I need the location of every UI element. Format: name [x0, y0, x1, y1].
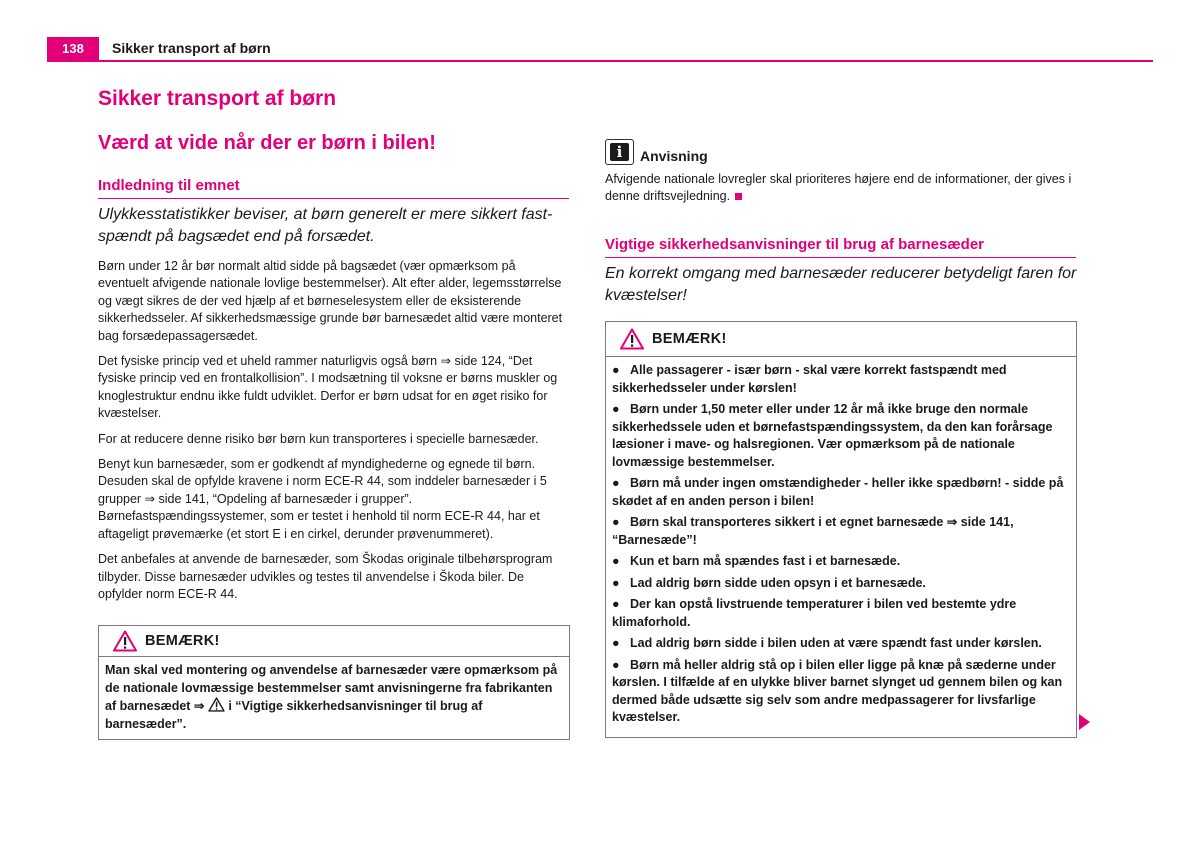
bullet-icon: ●: [612, 476, 620, 490]
intro-lead: Ulykkesstatistikker beviser, at børn generelt er mere sikkert fast-spændt på bagsædet end på forsædet.: [98, 206, 553, 245]
intro-paragraph: Det anbefales at anvende de barnesæder, som Škodas originale tilbehørsprogram tilbyder. Disse barnesæder udvikles og testes til anvendelse i Škoda biler. De opfylder norm ECE-R 44.: [98, 552, 553, 601]
intro-paragraph: Børn under 12 år bør normalt altid sidde på bagsædet (vær opmærksom på eventuelt afvigende nationale lovlige bestemmelser). Alt efter alder, legemsstørrelse og vægt sikres de der ved hjælp af et børneselesystem eller de eksisterende sikkerhedsseler. Af sikkerhedsmæssige grunde bør barnesædet altid være monteret bag forsædepassagersædet.: [98, 259, 563, 343]
header-divider: [47, 60, 1153, 62]
continue-arrow-icon: [1079, 714, 1090, 730]
warning-item: [612, 596, 1070, 631]
intro-body: [98, 258, 568, 611]
warning-body: [606, 357, 1076, 737]
warning-item-text: Der kan opstå livstruende temperaturer i bilen ved bestemte ydre klimaforhold.: [612, 597, 1017, 629]
warning-item-text: Børn må under ingen omstændigheder - heller ikke spædbørn! - sidde på skødet af en anden person i bilen!: [612, 476, 1064, 508]
warning-item-text: Børn under 1,50 meter eller under 12 år må ikke bruge den normale sikkerhedssele uden et børnefastspændingssystem, da den kan forårsage læsioner i mave- og halsregionen. Vær opmærksom på de nationale lovmæssige bestemmelser.: [612, 402, 1053, 469]
safety-lead: En korrekt omgang med barnesæder reducerer betydeligt faren for kvæstelser!: [605, 265, 1077, 304]
note-text: [605, 171, 1075, 206]
warning-header: [606, 322, 1076, 357]
bullet-icon: ●: [612, 657, 620, 672]
warning-item-text: Lad aldrig børn sidde i bilen uden at være spændt fast under kørslen.: [630, 636, 1042, 650]
warning-item: [612, 553, 1070, 571]
warning-text: Man skal ved montering og anvendelse af barnesæder være opmærksom på de nationale lovmæssige bestemmelser samt anvisningerne fra fabrikanten af barnesædet ⇒: [105, 663, 558, 713]
warning-label: BEMÆRK!: [652, 331, 727, 347]
warning-header: [99, 626, 569, 657]
warning-triangle-icon: [113, 630, 137, 652]
warning-item-text: Børn skal transporteres sikkert i et egnet barnesæde ⇒ side 141, “Barnesæde”!: [612, 515, 1014, 547]
warning-box-right: [605, 321, 1077, 738]
warning-item: [612, 575, 1070, 593]
warning-item: [612, 657, 1070, 727]
warning-item-text: Lad aldrig børn sidde uden opsyn i et barnesæde.: [630, 575, 926, 590]
warning-triangle-icon: [208, 697, 225, 712]
warning-item: [612, 362, 1070, 397]
warning-item: [612, 475, 1070, 510]
info-icon: i: [605, 139, 634, 165]
bullet-icon: ●: [612, 402, 620, 416]
warning-item-text: Børn må heller aldrig stå op i bilen eller ligge på knæ på sæderne under kørslen. I tilfælde af en ulykke bliver barnet slynget ud gennem bilen og kan dermed både udsætte sig selv som andre medpassagerer for livsfarlige kvæstelser.: [612, 657, 1063, 724]
warning-triangle-icon: [620, 328, 644, 350]
intro-paragraph: Benyt kun barnesæder, som er godkendt af myndighederne og egnede til børn. Desuden skal de opfylde kravene i norm ECE-R 44, som inddeler barnesæder i 5 grupper ⇒ side 141, “Opdeling af barnesæder i grupper”. Børnefastspændingssystemer, som er testet i henhold til norm ECE-R 44, har et aftageligt prøvemærke (et stort E i en cirkel, derunder prøvenummeret).: [98, 457, 547, 541]
warning-body: [99, 657, 569, 739]
warning-box-left: [98, 625, 570, 740]
warning-item: [612, 514, 1070, 549]
bullet-icon: ●: [612, 636, 620, 650]
bullet-icon: ●: [612, 575, 620, 590]
note-body: Afvigende nationale lovregler skal prioriteres højere end de informationer, der gives i denne driftsvejledning.: [605, 172, 1072, 204]
page-title: Sikker transport af børn: [98, 87, 337, 110]
warning-text: i “Vigtige sikkerhedsanvisninger til brug af barnesæder”.: [105, 699, 483, 731]
intro-paragraph: For at reducere denne risiko bør børn kun transporteres i specielle barnesæder.: [98, 431, 539, 446]
page-number: 138: [47, 37, 99, 61]
bullet-icon: ●: [612, 554, 620, 568]
warning-item: [612, 635, 1070, 653]
bullet-icon: ●: [612, 515, 620, 529]
warning-item-text: Kun et barn må spændes fast i et barnesæde.: [630, 554, 901, 568]
warning-label: BEMÆRK!: [145, 633, 220, 649]
note-title: Anvisning: [640, 148, 708, 164]
safety-heading-rule: [605, 257, 1076, 258]
warning-item-text: Alle passagerer - især børn - skal være korrekt fastspændt med sikkerhedsseler under kørslen!: [612, 363, 1007, 395]
intro-heading-rule: [98, 198, 569, 199]
bullet-icon: ●: [612, 597, 620, 611]
end-square-icon: [735, 193, 742, 200]
bullet-icon: ●: [612, 363, 620, 377]
intro-heading: Indledning til emnet: [98, 177, 240, 194]
warning-item: [612, 401, 1070, 471]
header-section-title: Sikker transport af børn: [112, 40, 271, 56]
intro-paragraph: Det fysiske princip ved et uheld rammer naturligvis også børn ⇒ side 124, “Det fysiske princip ved en frontalkollision”. I modsætning til voksne er børns muskler og knoglestruktur endnu ikke fuldt udviklet. Derfor er børn udsat for en øget risiko for kvæstelser.: [98, 354, 558, 421]
safety-heading: Vigtige sikkerhedsanvisninger til brug af barnesæder: [605, 236, 985, 253]
chapter-title: Værd at vide når der er børn i bilen!: [98, 132, 436, 154]
